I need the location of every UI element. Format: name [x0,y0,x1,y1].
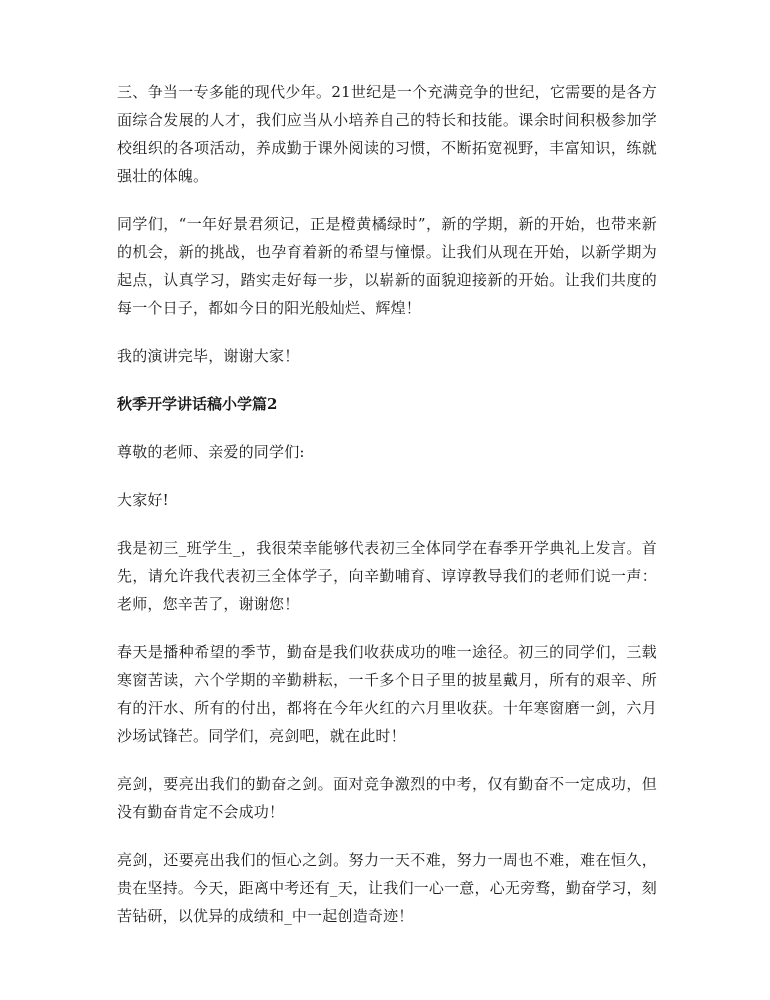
greeting: 大家好! [117,491,169,509]
paragraph: 亮剑，还要亮出我们的恒心之剑。努力一天不难，努力一周也不难，难在恒久，贵在坚持。今天，距离中考还有_天，让我们一心一意，心无旁骛，勤奋学习，刻苦钻研，以优异的成绩和_中一起创造奇迹！ [117,851,657,925]
salutation: 尊敬的老师、亲爱的同学们: [117,443,305,461]
paragraph: 我的演讲完毕，谢谢大家！ [117,347,300,365]
paragraph: 春天是播种希望的季节，勤奋是我们收获成功的唯一途径。初三的同学们，三载寒窗苦读，六个学期的辛勤耕耘，一千多个日子里的披星戴月，所有的艰辛、所有的汗水、所有的付出，都将在今年火红的六月里收获。十年寒窗磨一剑，六月沙场试锋芒。同学们，亮剑吧，就在此时！ [117,643,657,745]
paragraph: 亮剑，要亮出我们的勤奋之剑。面对竞争激烈的中考，仅有勤奋不一定成功，但没有勤奋肯定不会成功！ [117,775,657,821]
paragraph: 我是初三_班学生_，我很荣幸能够代表初三全体同学在春季开学典礼上发言。首先，请允许我代表初三全体学子，向辛勤哺育、谆谆教导我们的老师们说一声：老师，您辛苦了，谢谢您！ [117,539,657,613]
document-page [117,78,657,950]
section-heading: 秋季开学讲话稿小学篇2 [117,395,278,413]
paragraph: 同学们，“一年好景君须记，正是橙黄橘绿时”，新的学期，新的开始，也带来新的机会，新的挑战，也孕育着新的希望与憧憬。让我们从现在开始，以新学期为起点，认真学习，踏实走好每一步，以崭新的面貌迎接新的开始。让我们共度的每一个日子，都如今日的阳光般灿烂、辉煌！ [117,215,657,317]
paragraph: 三、争当一专多能的现代少年。21世纪是一个充满竞争的世纪，它需要的是各方面综合发展的人才，我们应当从小培养自己的特长和技能。课余时间积极参加学校组织的各项活动，养成勤于课外阅读的习惯，不断拓宽视野，丰富知识，练就强壮的体魄。 [117,83,657,185]
